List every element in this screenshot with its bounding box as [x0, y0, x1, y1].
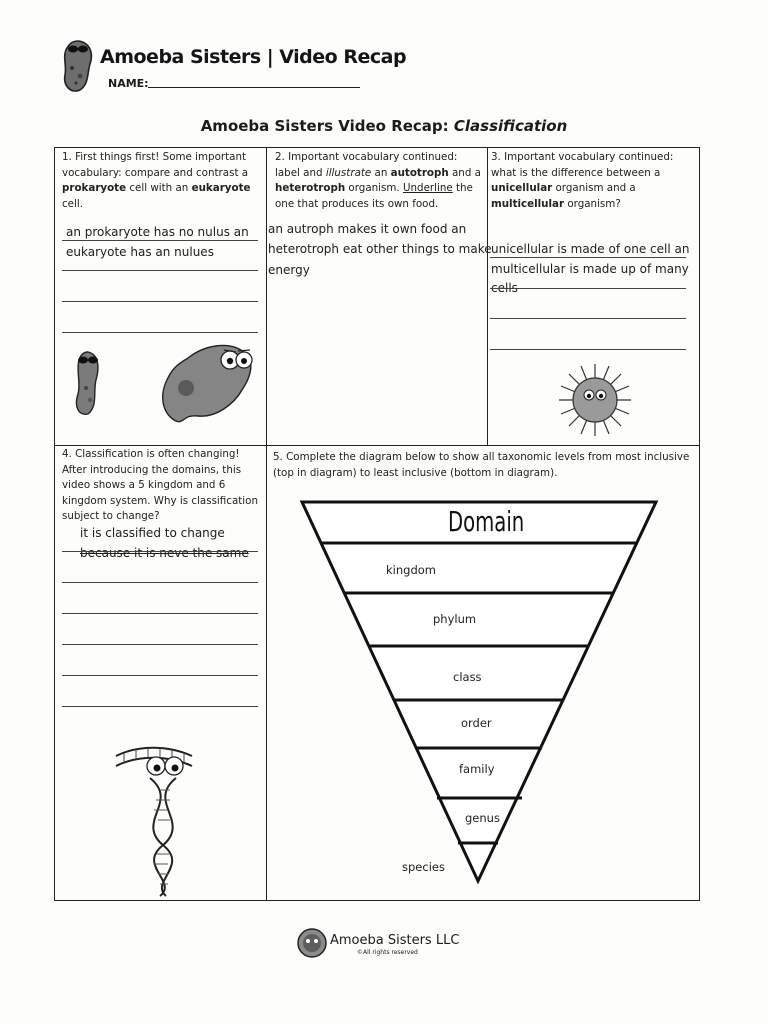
- question-3-answer-line-3[interactable]: cells: [491, 281, 518, 295]
- prokaryote-cartoon-icon: [70, 348, 106, 418]
- pyramid-level-genus[interactable]: genus: [465, 811, 500, 825]
- answer-rule: [490, 288, 686, 289]
- answer-rule: [62, 551, 258, 552]
- answer-rule: [62, 301, 258, 302]
- question-3-answer-line-2[interactable]: multicellular is made up of many: [491, 262, 689, 276]
- amoeba-logo-icon: [58, 38, 98, 94]
- answer-rule: [62, 240, 258, 241]
- answer-rule: [62, 582, 258, 583]
- eukaryote-cartoon-icon: [158, 338, 258, 428]
- grid-divider: [55, 445, 699, 446]
- grid-divider: [487, 148, 488, 445]
- grid-divider: [266, 148, 267, 900]
- answer-rule: [490, 257, 686, 258]
- question-1-answer-line-2[interactable]: eukaryote has an nulues: [66, 245, 214, 259]
- question-1-answer-line-1[interactable]: an prokaryote has no nulus an: [66, 225, 249, 239]
- answer-rule: [490, 349, 686, 350]
- question-4-answer-line-1[interactable]: it is classified to change: [80, 526, 225, 540]
- pyramid-level-species[interactable]: species: [402, 860, 445, 874]
- question-2-answer-line-2[interactable]: heterotroph eat other things to make: [268, 242, 492, 256]
- name-field-line[interactable]: [148, 87, 360, 88]
- unicellular-organism-cartoon-icon: [555, 362, 635, 438]
- question-2-answer-line-1[interactable]: an autroph makes it own food an: [268, 222, 467, 236]
- pyramid-level-class[interactable]: class: [453, 670, 482, 684]
- question-3-answer-line-1[interactable]: unicellular is made of one cell an: [491, 242, 690, 256]
- page-title: Amoeba Sisters Video Recap: Classification: [200, 117, 568, 135]
- pyramid-level-domain: Domain: [448, 505, 525, 538]
- question-5-prompt: 5. Complete the diagram below to show all taxonomic levels from most inclusive (top in diagram) to least inclusive (bottom in diagram).: [273, 451, 690, 479]
- dna-cartoon-icon: [110, 742, 200, 898]
- answer-rule: [62, 644, 258, 645]
- footer-rights: ©All rights reserved: [357, 949, 418, 956]
- question-4-prompt: 4. Classification is often changing! After introducing the domains, this video shows a 5 kingdom and 6 kingdom system. Why is classification subject to change?: [62, 448, 258, 522]
- answer-rule: [62, 613, 258, 614]
- question-4-answer-line-2[interactable]: because it is neve the same: [80, 546, 249, 560]
- name-label: NAME:: [108, 77, 149, 90]
- answer-rule: [62, 332, 258, 333]
- question-3-prompt: 3. Important vocabulary continued: what is the difference between a unicellular organism and a multicellular organism?: [491, 151, 674, 210]
- taxonomy-pyramid-diagram: [298, 497, 660, 885]
- footer-company: Amoeba Sisters LLC: [330, 933, 460, 948]
- answer-rule: [490, 318, 686, 319]
- question-2-prompt: 2. Important vocabulary continued: label and illustrate an autotroph and a heterotroph organism. Underline the one that produces its own food.: [275, 151, 481, 210]
- pyramid-level-kingdom[interactable]: kingdom: [386, 563, 436, 577]
- question-1-prompt: 1. First things first! Some important vocabulary: compare and contrast a prokaryote cell with an eukaryote cell.: [62, 151, 251, 210]
- amoeba-sisters-seal-icon: [296, 927, 328, 959]
- answer-rule: [62, 675, 258, 676]
- pyramid-level-order[interactable]: order: [461, 716, 492, 730]
- answer-rule: [62, 270, 258, 271]
- question-2-answer-line-3[interactable]: energy: [268, 263, 310, 277]
- pyramid-level-phylum[interactable]: phylum: [433, 612, 477, 626]
- brand-title: Amoeba Sisters | Video Recap: [100, 46, 407, 68]
- pyramid-level-family[interactable]: family: [459, 762, 495, 776]
- answer-rule: [62, 706, 258, 707]
